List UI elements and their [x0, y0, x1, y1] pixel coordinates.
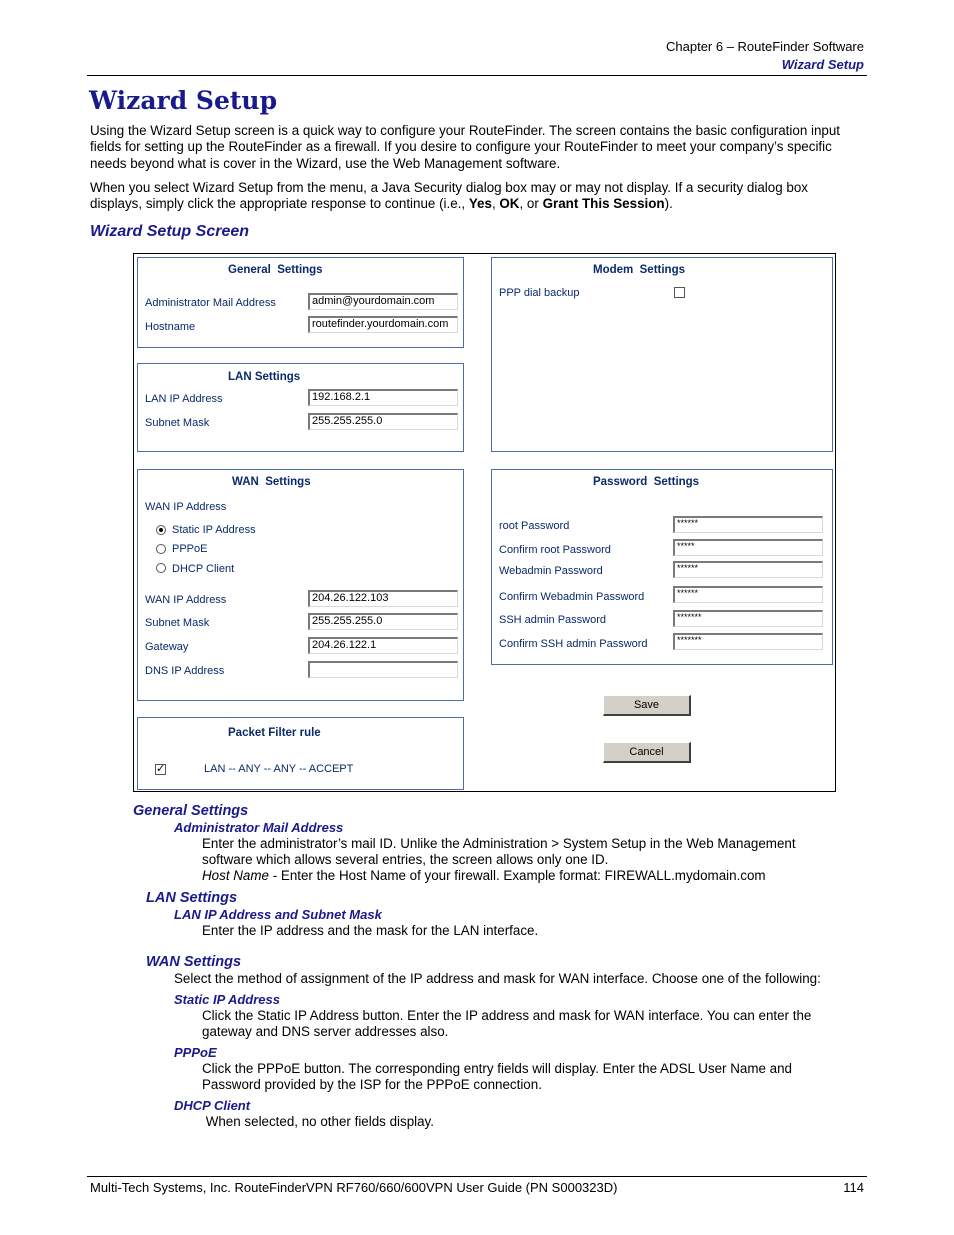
hostname-label: Hostname	[145, 321, 196, 333]
lan-text: Enter the IP address and the mask for the LAN interface.	[202, 923, 539, 938]
packet-filter-rule: LAN -- ANY -- ANY -- ACCEPT	[204, 763, 354, 775]
packet-filter-panel	[137, 717, 464, 790]
lan-mask-label: Subnet Mask	[145, 417, 210, 429]
root-password-input[interactable]: ******	[673, 516, 823, 533]
pppoe-radio[interactable]	[156, 544, 166, 554]
pppoe-text: Click the PPPoE button. The corresponding entry fields will display. Enter the ADSL User Name and Password provided by the ISP for the PPPoE connection.	[202, 1061, 792, 1093]
lan-mask-input[interactable]: 255.255.255.0	[308, 413, 458, 430]
screen-heading: Wizard Setup Screen	[90, 223, 250, 240]
page-title: Wizard Setup	[89, 86, 278, 115]
chapter-header: Chapter 6 – RouteFinder Software	[666, 39, 864, 54]
wan-type-label: WAN IP Address	[145, 501, 227, 513]
general-settings-heading: General Settings	[133, 803, 249, 819]
admin-mail-heading: Administrator Mail Address	[174, 820, 344, 835]
admin-mail-label: Administrator Mail Address	[145, 297, 276, 309]
lan-ip-heading: LAN IP Address and Subnet Mask	[174, 907, 382, 922]
modem-settings-panel	[491, 257, 833, 452]
static-ip-text: Click the Static IP Address button. Enter the IP address and mask for WAN interface. You can enter the gateway and DNS server addresses also.	[202, 1008, 812, 1040]
intro-paragraph-2: When you select Wizard Setup from the menu, a Java Security dialog box may or may not display. If a security dialog box displays, simply click the appropriate response to continue (i.e., Yes, OK, or Grant This Session).	[90, 180, 808, 212]
webadmin-password-label: Webadmin Password	[499, 565, 603, 577]
section-header: Wizard Setup	[781, 57, 864, 72]
admin-mail-input[interactable]: admin@yourdomain.com	[308, 293, 458, 310]
lan-ip-input[interactable]: 192.168.2.1	[308, 389, 458, 406]
pppoe-heading: PPPoE	[174, 1045, 217, 1060]
save-button[interactable]: Save	[603, 695, 691, 716]
ppp-backup-label: PPP dial backup	[499, 287, 580, 299]
lan-settings-title: LAN Settings	[228, 371, 301, 383]
general-settings-title: General Settings	[228, 264, 323, 276]
packet-filter-title: Packet Filter rule	[228, 727, 321, 739]
cancel-button[interactable]: Cancel	[603, 742, 691, 763]
packet-filter-checkbox[interactable]: ✓	[156, 763, 166, 775]
admin-mail-text: Enter the administrator’s mail ID. Unlike the Administration > System Setup in the Web Management software which allows several entries, the screen allows only one ID.	[202, 836, 796, 868]
confirm-webadmin-password-input[interactable]: ******	[673, 586, 823, 603]
ssh-password-input[interactable]: *******	[673, 610, 823, 627]
lan-ip-label: LAN IP Address	[145, 393, 223, 405]
footer-text: Multi-Tech Systems, Inc. RouteFinderVPN RF760/660/600VPN User Guide (PN S000323D)	[90, 1180, 618, 1195]
webadmin-password-input[interactable]: ******	[673, 561, 823, 578]
static-ip-radio[interactable]	[156, 525, 166, 535]
lan-settings-heading: LAN Settings	[146, 890, 238, 906]
dhcp-radio[interactable]	[156, 563, 166, 573]
confirm-webadmin-password-label: Confirm Webadmin Password	[499, 591, 645, 603]
intro-paragraph-1: Using the Wizard Setup screen is a quick way to configure your RouteFinder. The screen contains the basic configuration input fields for setting up the RouteFinder as a firewall. If you desire to configure your RouteFinder to meet your company’s specific needs beyond what is cover in the Wizard, use the Web Management software.	[90, 123, 841, 171]
dhcp-text: When selected, no other fields display.	[202, 1114, 434, 1129]
dhcp-heading: DHCP Client	[174, 1098, 251, 1113]
gateway-input[interactable]: 204.26.122.1	[308, 637, 458, 654]
wan-mask-label: Subnet Mask	[145, 617, 210, 629]
wizard-screenshot	[133, 253, 836, 792]
confirm-root-password-label: Confirm root Password	[499, 544, 611, 556]
general-settings-panel	[137, 257, 464, 348]
wan-ip-label: WAN IP Address	[145, 594, 227, 606]
page-number: 114	[843, 1180, 864, 1195]
gateway-label: Gateway	[145, 641, 189, 653]
static-ip-option-label: Static IP Address	[172, 524, 256, 536]
modem-settings-title: Modem Settings	[593, 264, 686, 276]
wan-settings-heading: WAN Settings	[146, 954, 242, 970]
confirm-ssh-password-input[interactable]: *******	[673, 633, 823, 650]
static-ip-heading: Static IP Address	[174, 992, 280, 1007]
password-settings-title: Password Settings	[593, 476, 700, 488]
header-rule	[87, 75, 867, 76]
hostname-input[interactable]: routefinder.yourdomain.com	[308, 316, 458, 333]
lan-settings-panel	[137, 363, 464, 452]
confirm-ssh-password-label: Confirm SSH admin Password	[499, 638, 648, 650]
wan-settings-panel	[137, 469, 464, 701]
wan-mask-input[interactable]: 255.255.255.0	[308, 613, 458, 630]
dns-label: DNS IP Address	[145, 665, 225, 677]
ssh-password-label: SSH admin Password	[499, 614, 606, 626]
wan-text: Select the method of assignment of the IP address and mask for WAN interface. Choose one of the following:	[174, 971, 821, 986]
ppp-backup-checkbox[interactable]	[674, 287, 685, 298]
wan-settings-title: WAN Settings	[232, 476, 311, 488]
confirm-root-password-input[interactable]: *****	[673, 539, 823, 556]
host-name-text: Host Name - Enter the Host Name of your firewall. Example format: FIREWALL.mydomain.com	[202, 868, 766, 883]
pppoe-option-label: PPPoE	[172, 543, 208, 555]
dns-input[interactable]	[308, 661, 458, 678]
footer-rule	[87, 1176, 867, 1177]
wan-ip-input[interactable]: 204.26.122.103	[308, 590, 458, 607]
password-settings-panel	[491, 469, 833, 665]
dhcp-option-label: DHCP Client	[172, 563, 235, 575]
root-password-label: root Password	[499, 520, 570, 532]
